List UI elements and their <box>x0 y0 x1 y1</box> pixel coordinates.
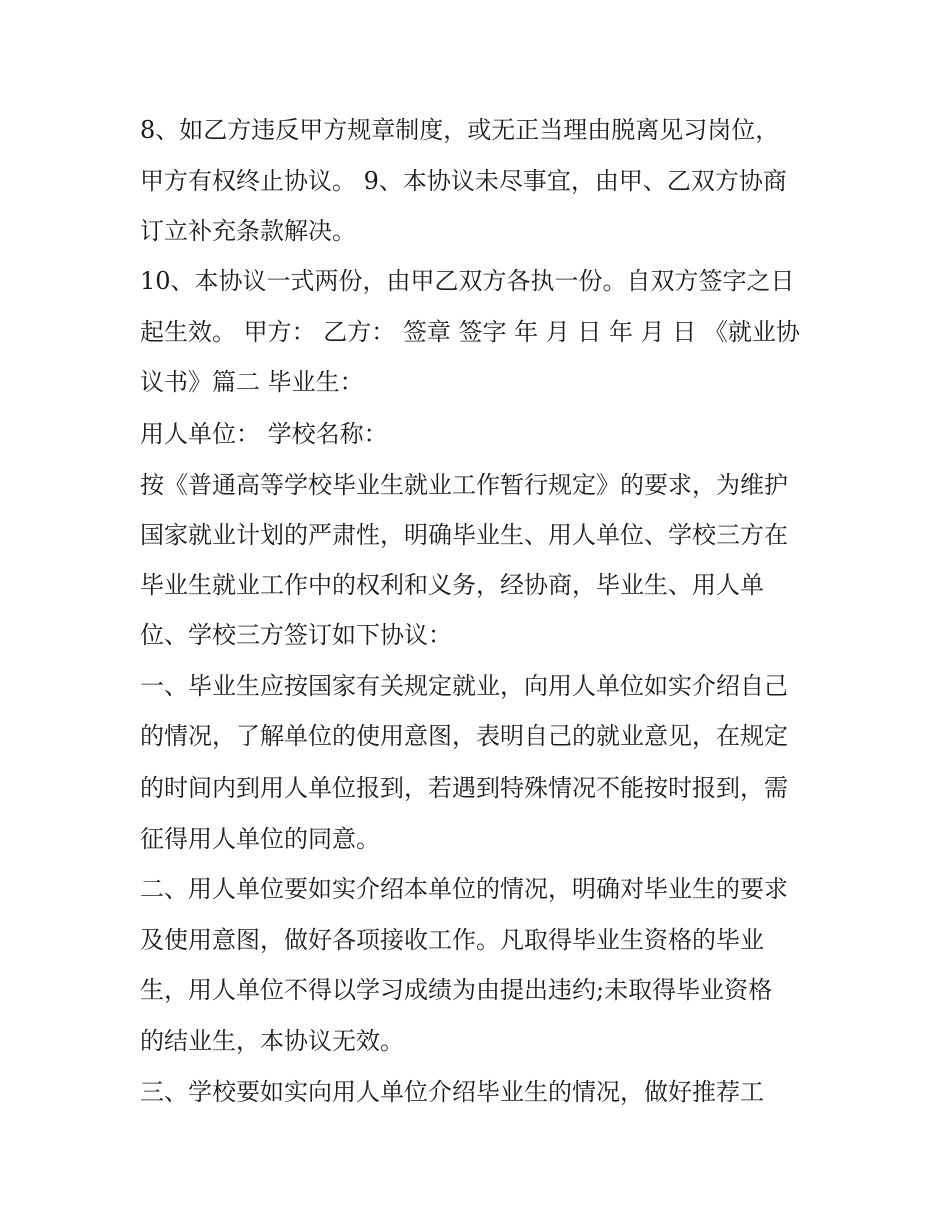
text-line-13: 的情况，了解单位的使用意图，表明自己的就业意见，在规定 <box>140 722 788 750</box>
text-line-3: 订立补充条款解决。 <box>140 217 356 245</box>
text-line-20: 三、学校要如实向用人单位介绍毕业生的情况，做好推荐工 <box>140 1078 764 1106</box>
text-line-4: 10、本协议一式两份，由甲乙双方各执一份。自双方签字之日 <box>140 267 795 295</box>
text-line-12: 一、毕业生应按国家有关规定就业，向用人单位如实介绍自己 <box>140 672 788 700</box>
text-line-14: 的时间内到用人单位报到，若遇到特殊情况不能按时报到，需 <box>140 774 788 802</box>
text-line-18: 生，用人单位不得以学习成绩为由提出违约;未取得毕业资格 <box>140 976 773 1004</box>
text-line-1: 8、如乙方违反甲方规章制度，或无正当理由脱离见习岗位， <box>140 116 780 144</box>
text-line-7: 用人单位： 学校名称： <box>140 420 388 448</box>
text-line-2: 甲方有权终止协议。 9、本协议未尽事宜，由甲、乙双方协商 <box>140 167 787 195</box>
text-line-9: 国家就业计划的严肃性，明确毕业生、用人单位、学校三方在 <box>140 521 788 549</box>
text-line-10: 毕业生就业工作中的权利和义务，经协商，毕业生、用人单 <box>140 571 764 599</box>
text-line-17: 及使用意图，做好各项接收工作。凡取得毕业生资格的毕业 <box>140 926 764 954</box>
text-line-19: 的结业生，本协议无效。 <box>140 1027 404 1055</box>
text-line-5: 起生效。 甲方： 乙方： 签章 签字 年 月 日 年 月 日 《就业协 <box>140 318 800 346</box>
text-line-8: 按《普通高等学校毕业生就业工作暂行规定》的要求，为维护 <box>140 471 788 499</box>
text-line-16: 二、用人单位要如实介绍本单位的情况，明确对毕业生的要求 <box>140 875 788 903</box>
text-line-6: 议书》篇二 毕业生： <box>140 368 364 396</box>
text-line-11: 位、学校三方签订如下协议： <box>140 621 452 649</box>
text-line-15: 征得用人单位的同意。 <box>140 825 380 853</box>
